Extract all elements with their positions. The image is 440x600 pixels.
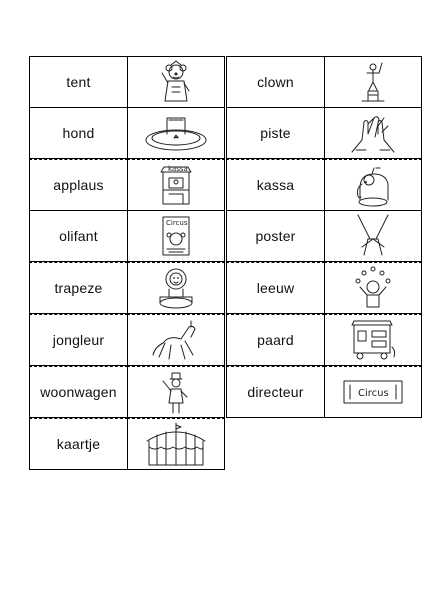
- card-poster: [226, 210, 422, 261]
- circus-wagon-icon: [324, 314, 422, 366]
- card-hond: [29, 107, 225, 158]
- card-word: kaartje: [29, 418, 128, 470]
- booth-label: kassa: [168, 165, 188, 173]
- card-tent: [29, 56, 225, 107]
- card-word: paard: [226, 314, 325, 366]
- card-word: applaus: [29, 159, 128, 211]
- card-kassa: [226, 159, 422, 210]
- card-olifant: [29, 210, 225, 261]
- card-jongleur: [29, 314, 225, 365]
- juggler-icon: [324, 262, 422, 314]
- circus-tent-icon: [127, 418, 225, 470]
- clown-icon: [127, 56, 225, 108]
- card-word: clown: [226, 56, 325, 108]
- ticket-label: Circus: [358, 388, 389, 399]
- card-applaus: [29, 159, 225, 210]
- card-directeur: [226, 366, 422, 417]
- clapping-hands-icon: [324, 107, 422, 159]
- card-word: olifant: [29, 210, 128, 262]
- card-word: directeur: [226, 366, 325, 418]
- card-word: leeuw: [226, 262, 325, 314]
- card-leeuw: [226, 262, 422, 313]
- poster-icon: [127, 210, 225, 262]
- card-word: kassa: [226, 159, 325, 211]
- card-word: woonwagen: [29, 366, 128, 418]
- ticket-icon: [324, 366, 422, 418]
- trapeze-icon: [324, 56, 422, 108]
- card-piste: [226, 107, 422, 158]
- card-word: piste: [226, 107, 325, 159]
- card-word: tent: [29, 56, 128, 108]
- card-clown: [226, 56, 422, 107]
- card-woonwagen: [29, 366, 225, 417]
- card-kaartje: [29, 418, 225, 469]
- ring-icon: [127, 107, 225, 159]
- card-trapeze: [29, 262, 225, 313]
- trapeze-swing-icon: [324, 210, 422, 262]
- card-word: poster: [226, 210, 325, 262]
- card-paard: [226, 314, 422, 365]
- lion-icon: [127, 262, 225, 314]
- elephant-icon: [324, 159, 422, 211]
- ticket-booth-icon: [127, 159, 225, 211]
- poster-label: Circus: [166, 219, 188, 227]
- card-word: hond: [29, 107, 128, 159]
- horse-icon: [127, 314, 225, 366]
- card-word: trapeze: [29, 262, 128, 314]
- ringmaster-icon: [127, 366, 225, 418]
- card-word: jongleur: [29, 314, 128, 366]
